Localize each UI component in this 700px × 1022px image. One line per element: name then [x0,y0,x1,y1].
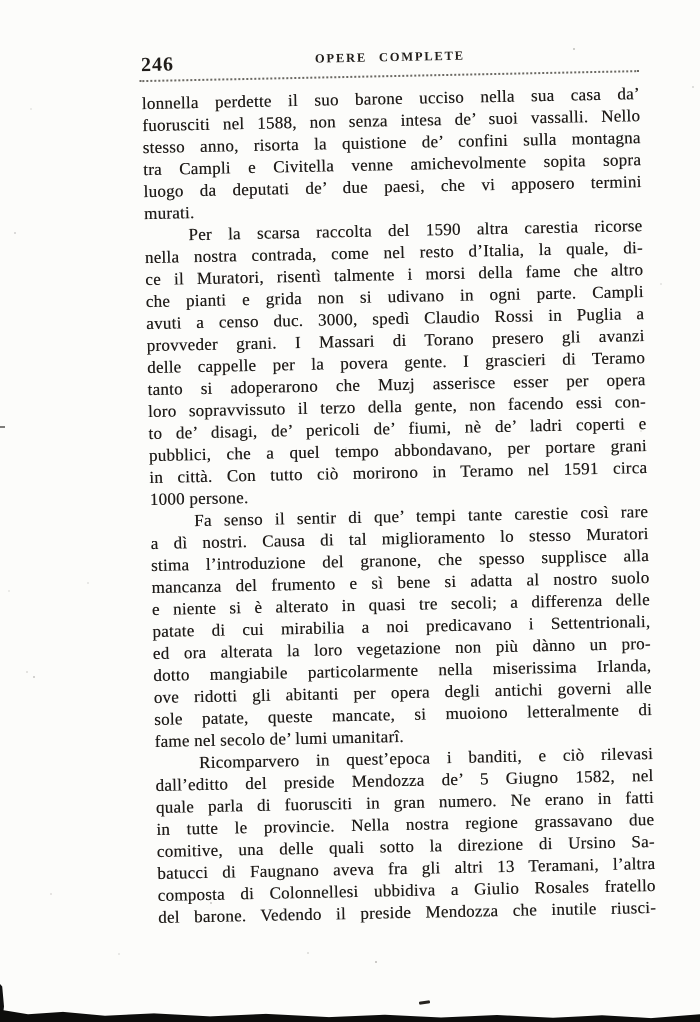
scan-edge-mark [0,426,5,428]
paragraph [142,83,643,225]
text-line: stesso anno, risorta la quistione de’ confini sulla montagna [142,128,641,158]
text-line: che pianti e grida non si udivano in ogni parte. Campli [145,282,644,312]
text-line: 1000 persone. [149,488,249,510]
text-line: luogo da deputati de’ due paesi, che vi apposero termini [143,172,642,202]
text-line: in città. Con tutto ciò morirono in Teramo nel 1591 circa [149,458,648,488]
text-line: e niente si è alterato in quasi tre secoli; a differenza delle [151,590,651,619]
text-line: ce il Muratori, risentì talmente i morsi della fame che altro [145,260,644,290]
text-line: fuorusciti nel 1588, non senza intesa de’ suoi vassalli. Nello [142,106,641,136]
text-line: quale parla di fuorusciti in gran numero. Ne erano in fatti [155,787,655,817]
paragraph [150,501,653,753]
scan-speck-noise [0,0,2,2]
paragraph [144,215,648,511]
text-line: composta di Colonnellesi ubbidiva a Giulio Rosales fratello [157,875,656,905]
text-line: batucci di Faugnano aveva fra gli altri 13 Teramani, l’altra [157,853,656,883]
text-line: provveder grani. I Massari di Torano presero gli avanzi [146,326,645,356]
text-line: ove ridotti gli abitanti per opera degli antichi governi alle [153,677,652,707]
text-line: delle cappelle per la povera gente. I grascieri di Teramo [146,348,646,378]
text-line: del barone. Vedendo il preside Mendozza che inutile riusci- [157,897,657,927]
text-line: patate di cui mirabilia a noi predicavano i Settentrionali, [152,611,651,641]
text-line: nella nostra contrada, come nel resto d’Italia, la quale, di- [144,238,643,268]
text-line: pubblici, che a quel tempo abbondavano, per portare grani [148,436,647,466]
text-line: mancanza del frumento e sì bene si adatta al nostro suolo [151,568,650,597]
paragraph [155,743,656,929]
running-title: OPERE COMPLETE [314,48,465,66]
text-line: tanto si adoperarono che Muzj asserisce esser per opera [147,370,646,400]
text-line: loro sopravvissuto il terzo della gente, non facendo essi con- [147,392,647,422]
page-number: 246 [140,53,175,77]
page-body-text [142,83,657,929]
text-line: Ricomparvero in quest’epoca i banditi, e ciò rilevasi [198,743,654,773]
text-line: dotto mangiabile particolarmente nella miserissima Irlanda, [153,655,652,685]
text-line: sole patate, queste mancate, si muoiono letteralmente di [153,699,653,729]
text-line: lonnella perdette il suo barone ucciso nella sua casa da’ [141,84,640,114]
text-line: a dì nostri. Causa di tal miglioramento lo stesso Muratori [150,524,649,554]
text-line: avuti a censo duc. 3000, spedì Claudio Rossi in Puglia a [146,304,645,334]
text-line: dall’editto del preside Mendozza de’ 5 Giugno 1582, nel [155,765,654,795]
text-line: ed ora alterata la loro vegetazione non più dànno un pro- [152,633,651,663]
text-line: tra Campli e Civitella venne amichevolmente sopita sopra [142,150,642,180]
text-line: stima l’introduzione del granone, che spesso supplisce alla [150,546,650,576]
text-line: murati. [143,203,195,224]
text-line: Fa senso il sentir di que’ tempi tante carestie così rare [193,502,649,531]
text-line: fame nel secolo de’ lumi umanitarî. [154,726,404,751]
text-line: comitive, una delle quali sotto la direzione di Ursino Sa- [156,831,655,861]
text-line: in tutte le provincie. Nella nostra regione grassavano due [156,809,655,839]
text-line: to de’ disagi, de’ pericoli de’ fiumi, nè de’ ladri coperti e [148,414,647,444]
text-line: Per la scarsa raccolta del 1590 altra carestia ricorse [188,216,643,245]
